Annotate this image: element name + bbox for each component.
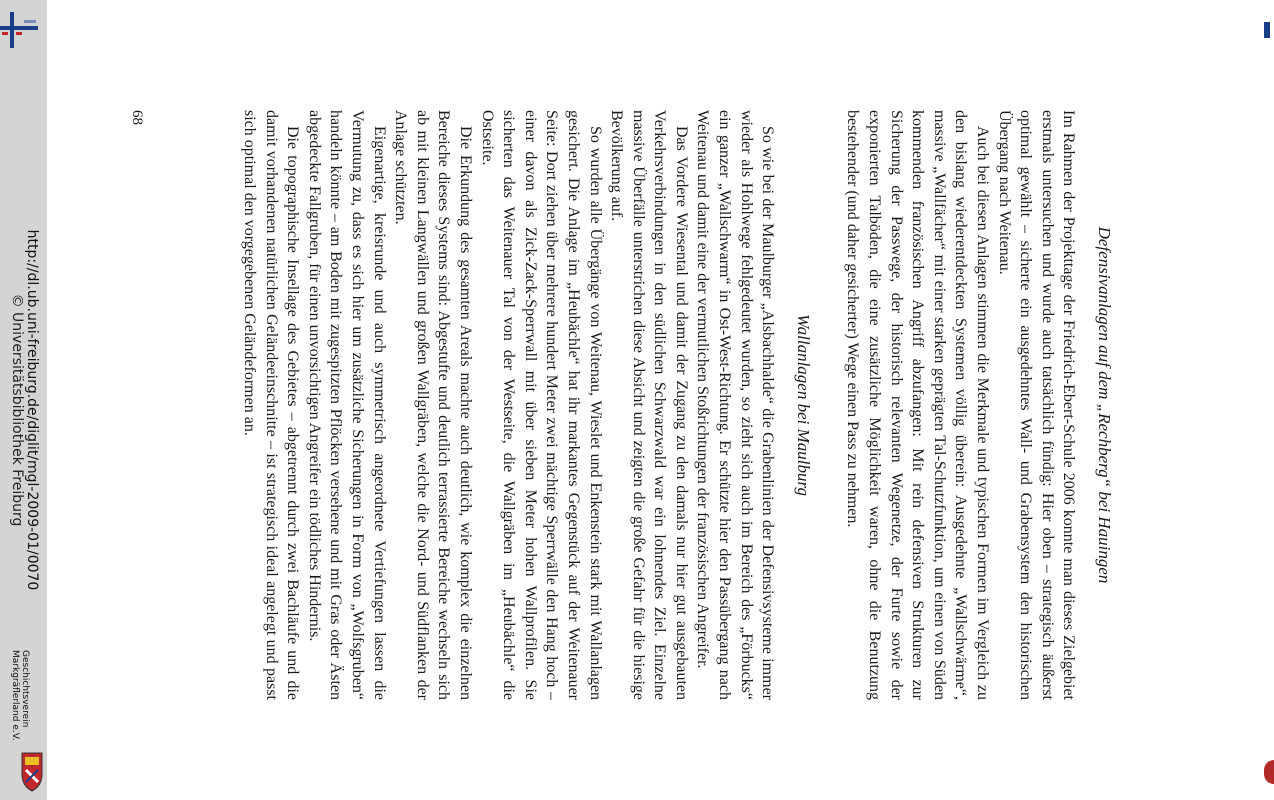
document-page xyxy=(129,0,1150,780)
paragraph: Auch bei diesen Anlagen stimmen die Merkmale und typischen Formen im Vergleich zu den bislang wiederentdeckten Systemen völlig überein: Ausgedehnte „Wallschwärme“, massive „Wallfächer“ mit einer starken geprägten Tal-Schutzfunktion, um einen von Süden kommenden französischen Angriff abzufangen: Mit rein defensiven Strukturen zur Sicherung der Passwege, der historisch relevanten Wegenetze, der Furte sowie der exponierten Talböden, die eine zusätzliche Möglichkeit waren, ohne die Benutzung bestehender (und daher gesicherter) Wege einen Pass zu nehmen. xyxy=(844,110,992,700)
paragraph: Die Erkundung des gesamten Areals machte auch deutlich, wie komplex die einzelnen Bereiche dieses Systems sind: Abgestufte und deutlich terrassierte Bereiche wechseln sich ab mit kleinen Langwällen und großen Wallgräben, welche die Nord- und Südflanken der Anlage schützten. xyxy=(392,110,474,700)
paragraph: So wie bei der Maulburger „Alsbachhalde“ die Grabenlinien der Defensivsysteme immer wieder als Hohlwege fehlgedeutet wurden, so zieht sich auch im Bereich des „Förbucks“ ein ganzer „Wallschwarm“ in Ost-West-Richtung. Er schützte hier den Passübergang nach Weitenau und damit eine der vermutlichen Stoßrichtungen der französischen Angreifer. xyxy=(694,110,777,700)
society-line-1: Geschichtsverein xyxy=(20,650,30,728)
society-line-2: Markgräflerland e.V. xyxy=(10,650,20,741)
edge-seal-icon xyxy=(1264,760,1274,784)
section-heading-rechberg: Defensivanlagen auf dem „Rechberg“ bei Hauingen xyxy=(1095,226,1114,584)
university-logo-icon xyxy=(0,12,38,48)
library-credit: © Universitätsbibliothek Freiburg xyxy=(9,293,25,527)
page-number: 68 xyxy=(129,110,145,125)
coat-of-arms-icon xyxy=(21,752,43,792)
document-page-viewport xyxy=(129,0,1150,800)
source-url-strip xyxy=(9,210,39,610)
paragraph: Die topographische Insellage des Gebietes – abgetrennt durch zwei Bachläufe und die damit vorhandenen natürlichen Geländeeinschnitte – ist strategisch ideal angelegt und passt sich optimal den vorgegebenen Geländeformen an. xyxy=(241,110,302,700)
section-heading-maulburg: Wallanlagen bei Maulburg xyxy=(793,314,813,496)
source-url[interactable]: http://dl.ub.uni-freiburg.de/diglit/mgl-2009-01/0070 xyxy=(24,229,40,591)
viewer-right-edge xyxy=(1262,0,1274,800)
paragraph: So wurden alle Übergänge von Weitenau, Wieslet und Enkenstein stark mit Wallanlagen gesichert. Die Anlage im „Heubächle“ hat ihr markantes Gegenstück auf der Weitenauer Seite: Dort ziehen über mehrere hundert Meter zwei mächtige Sperrwälle den Hang hoch – einer davon als Zick-Zack-Sperrwall mit über sieben Meter hohen Wallprofilen. Sie sicherten das Weitenauer Tal von der Westseite, die Wallgräben im „Heubächle“ die Ostseite. xyxy=(478,110,604,700)
page-text-column xyxy=(129,110,1115,700)
viewer-left-margin xyxy=(0,0,47,800)
paragraph: Das Vordere Wiesental und damit der Zugang zu den damals nur hier gut ausgebauten Verkehrsverbindungen in den südlichen Schwarzwald war ein lohnendes Ziel. Einzelne massive Überfälle unterstrichen diese Absicht und zeigten die große Gefahr für die hiesige Bevölkerung auf. xyxy=(608,110,690,700)
edge-mark-icon xyxy=(1264,22,1270,38)
paragraph: Im Rahmen der Projekttage der Friedrich-Ebert-Schule 2006 konnte man dieses Zielgebiet erstmals untersuchen und wurde auch tatsächlich fündig: Hier oben – strategisch äußerst optimal gewählt – sicherte ein ausgedehntes Wall- und Grabensystem den historischen Übergang nach Weitenau. xyxy=(995,110,1078,700)
paragraph: Eigenartige, kreisrunde und auch symmetrisch angeordnete Vertiefungen lassen die Vermutung zu, dass es sich hier um zusätzliche Sicherungen in Form von „Wolfsgruben“ handeln könnte – am Boden mit zugespitzten Pflöcken versehene und mit Gras oder Ästen abgedeckte Fallgruben, für einen unvorsichtigen Angreifer ein tödliches Hindernis. xyxy=(305,110,388,700)
society-label xyxy=(4,650,44,750)
